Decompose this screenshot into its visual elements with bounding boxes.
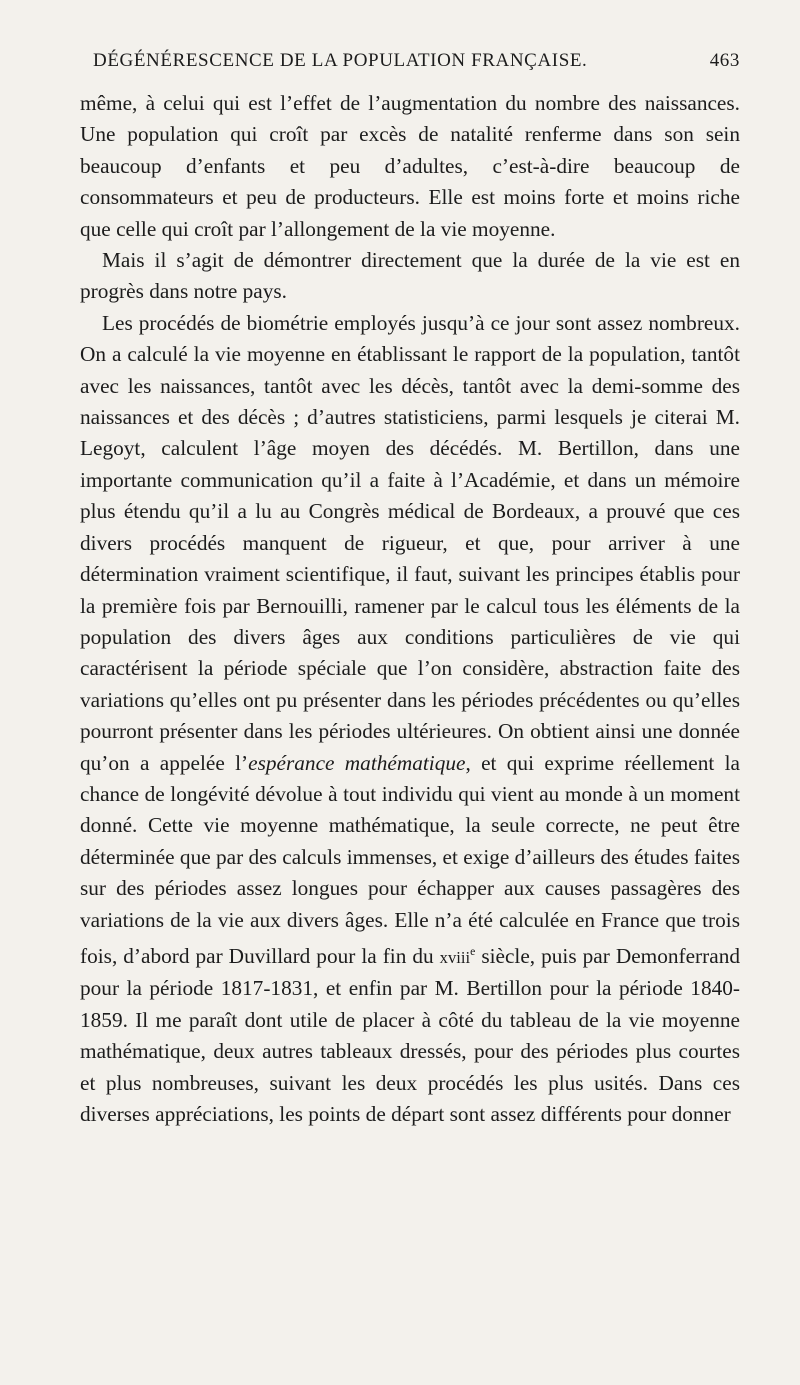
running-head [80, 44, 740, 78]
body-text [80, 88, 740, 1131]
running-title: DÉGÉNÉRESCENCE DE LA POPULATION FRANÇAISE. [93, 50, 588, 71]
paragraph-text-part3: siècle, puis par Demonferrand pour la période 1817-1831, et enfin par M. Bertillon pour la période 1840-1859. Il me paraît dont utile de placer à côté du tableau de la vie moyenne mathématique, deux autres tableaux dressés, pour des périodes plus courtes et plus nombreuses, suivant les deux procédés les plus usités. Dans ces diverses appréciations, les points de départ sont assez différents pour donner [80, 944, 740, 1127]
paragraph-text-part2: , et qui exprime réellement la chance de longévité dévolue à tout individu qui vient au monde à un moment donné. Cette vie moyenne mathématique, la seule correcte, ne peut être déterminée que par des calculs immenses, et exige d’ailleurs des études faites sur des périodes assez longues pour échapper aux causes passagères des variations de la vie aux divers âges. Elle n’a été calculée en France que trois fois, d’abord par Duvillard pour la fin du [80, 750, 740, 969]
paragraph-text-part1: Les procédés de biométrie employés jusqu’à ce jour sont assez nombreux. On a calculé la vie moyenne en établissant le rapport de la population, tantôt avec les naissances, tantôt avec les décès, tantôt avec la demi-somme des naissances et des décès ; d’autres statisticiens, parmi lesquels je citerai M. Legoyt, calculent l’âge moyen des décédés. M. Bertillon, dans une importante communication qu’il a faite à l’Académie, et dans un mémoire plus étendu qu’il a lu au Congrès médical de Bordeaux, a prouvé que ces divers procédés manquent de rigueur, et que, pour arriver à une détermination vraiment scientifique, il faut, suivant les principes établis pour la première fois par Bernouilli, ramener par le calcul tous les éléments de la population des divers âges aux conditions particulières de vie qui caractérisent la période spéciale que l’on considère, abstraction faite des variations qu’elles ont pu présenter dans les périodes précédentes ou qu’elles pourront présenter dans les périodes ultérieures. On obtient ainsi une donnée qu’on a appelée l’ [80, 310, 740, 775]
emphasis-esperance-mathematique: espérance mathématique [248, 750, 466, 775]
century-numeral: xviii [439, 948, 471, 968]
book-page [80, 44, 740, 1131]
paragraph-life-expectancy-progress: Mais il s’agit de démontrer directement que la durée de la vie est en progrès dans notre pays. [80, 248, 740, 304]
century-suffix: e [470, 944, 476, 958]
page-number: 463 [709, 50, 740, 71]
paragraph-biometry-methods [80, 308, 740, 1131]
paragraph-continuation: même, à celui qui est l’effet de l’augmentation du nombre des naissances. Une population qui croît par excès de natalité renferme dans son sein beaucoup d’enfants et peu d’adultes, c’est-à-dire beaucoup de consommateurs et peu de producteurs. Elle est moins forte et moins riche que celle qui croît par l’allongement de la vie moyenne. [80, 91, 740, 241]
